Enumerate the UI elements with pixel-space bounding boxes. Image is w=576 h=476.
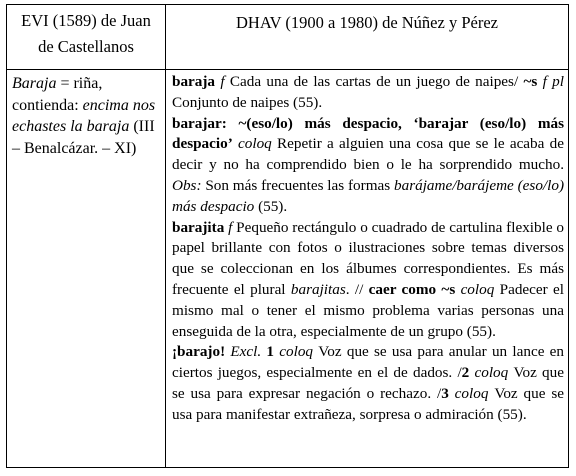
entry-barajo-sense3-num: 3 xyxy=(441,384,449,402)
dictionary-comparison-table xyxy=(6,4,569,468)
entry-barajita-pos2: coloq xyxy=(455,280,500,298)
entry-barajar-head: barajar: ~(eso/lo) más despacio, ‘barajar (eso/lo) más despacio’ xyxy=(172,114,564,153)
entry-barajita-def2: Padecer el mismo mal o tener el mismo problema varias personas una enseguida de la otra, especialmente de un grupo (55). xyxy=(172,280,564,340)
entry-barajo-sense3: Voz que se usa para manifestar extrañeza, sorpresa o admiración (55). xyxy=(172,384,564,423)
entry-barajo-sense1-pos: coloq xyxy=(274,343,319,361)
header-divider xyxy=(7,69,568,70)
entry-barajita xyxy=(172,218,564,343)
entry-baraja xyxy=(172,72,564,114)
header-dhav xyxy=(166,5,568,69)
dhav-entries xyxy=(172,72,564,426)
entry-baraja-subhead: ~s xyxy=(523,73,538,90)
entry-barajo-sense2-pos: coloq xyxy=(469,364,514,382)
entry-barajar-obs-text: Son más frecuentes las formas xyxy=(201,176,394,194)
entry-barajo-sense2-num: 2 xyxy=(461,364,470,382)
entry-barajo xyxy=(172,342,564,425)
entry-baraja-pos: f xyxy=(215,73,230,90)
evi-definition: = riña, contienda: xyxy=(12,75,103,114)
entry-barajar-forms: barájame/barájeme (eso/lo) más despacio xyxy=(172,176,565,215)
entry-barajo-sense1-num: 1 xyxy=(261,343,275,361)
entry-baraja-def2: Conjunto de naipes (55). xyxy=(172,93,323,111)
header-evi xyxy=(7,5,165,69)
entry-barajar-ref: (55). xyxy=(254,197,288,215)
entry-baraja-def1: Cada una de las cartas de un juego de naipes/ xyxy=(229,73,524,90)
entry-barajar-obs: Obs: xyxy=(172,176,202,194)
entry-barajar-pos: coloq xyxy=(232,135,278,153)
entry-barajar xyxy=(172,114,564,218)
evi-word: Baraja xyxy=(12,75,57,92)
entry-barajita-pos: f xyxy=(224,218,237,236)
entry-barajita-plural: barajitas xyxy=(290,280,346,298)
entry-barajar-def: Repetir a alguien una cosa que se le acaba de decir y no ha comprendido bien o le ha sorprendido mucho. xyxy=(172,135,564,174)
entry-baraja-head: baraja xyxy=(172,73,216,90)
entry-barajo-sense1: Voz que se usa para anular un lance en ciertos juegos, especialmente en el de dados. / xyxy=(172,343,565,382)
evi-reference: (III – Benalcázar. – XI) xyxy=(12,118,155,157)
entry-barajo-sense3-pos: coloq xyxy=(448,384,495,402)
entry-barajita-head: barajita xyxy=(172,218,225,236)
header-evi-line2: de Castellanos xyxy=(38,37,134,56)
entry-barajita-def: Pequeño rectángulo o cuadrado de cartulina flexible o papel brillante con fotos o ilustraciones sobre temas diversos que se coleccionan en los álbumes correspondientes. Es más frecuente el plural xyxy=(172,218,564,298)
entry-barajo-sense2: Voz que se usa para expresar negación o rechazo. / xyxy=(172,364,564,402)
header-dhav-text: DHAV (1900 a 1980) de Núñez y Pérez xyxy=(236,13,498,32)
evi-example: encima nos echastes la baraja xyxy=(12,96,156,135)
header-evi-line1: EVI (1589) de Juan xyxy=(21,11,151,30)
entry-barajita-subhead: caer como ~s xyxy=(368,280,456,298)
entry-baraja-pos2: f pl xyxy=(537,73,564,90)
entry-barajita-sep: . // xyxy=(345,280,369,298)
entry-barajo-excl: Excl. xyxy=(225,343,262,361)
evi-entry xyxy=(12,73,160,159)
entry-barajo-head: ¡barajo! xyxy=(172,343,226,361)
column-divider xyxy=(165,5,166,467)
